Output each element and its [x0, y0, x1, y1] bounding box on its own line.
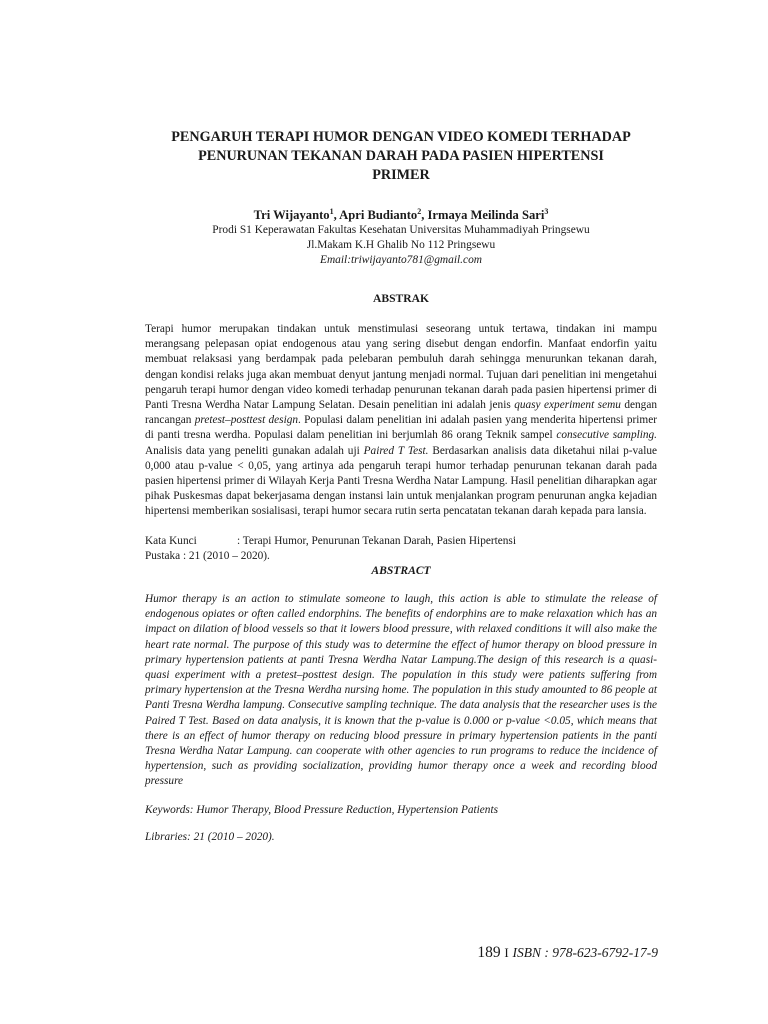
abstrak-text-run: Analisis data yang peneliti gunakan adalah uji: [145, 444, 364, 457]
page-footer: [477, 944, 658, 962]
abstract-paragraph: Humor therapy is an action to stimulate someone to laugh, this action is able to stimulate the release of endogenous opiates or often called endorphins. The benefits of endorphins are to make relaxation which has an impact on dilation of blood vessels so that it lowers blood pressure, with relaxed conditions it will also make the heart rate normal. The purpose of this study was to determine the effect of humor therapy on blood pressure in primary hypertension patients at panti Tresna Werdha Natar Lampung.The design of this research is a quasi-quasi experiment with a pretest–posttest design. The population in this study were patients suffering from primary hypertension at the Tresna Werdha nursing home. The population in this study amounted to 86 people at Panti Tresna Werdha lampung. Consecutive sampling technique. The data analysis that the researcher uses is the Paired T Test. Based on data analysis, it is known that the p-value is 0.000 or p-value <0.05, which means that there is an effect of humor therapy on reducing blood pressure in primary hypertension patients in the panti Tresna Werdha Natar Lampung. can cooperate with other agencies to run programs to reduce the incidence of hypertension, such as providing socialization, providing humor therapy once a week and recording blood pressure: [145, 593, 657, 788]
author-affiliation-mark: 1: [329, 206, 334, 216]
abstrak-text-run: Berdasarkan analisis data diketahui nilai p-value 0,000 atau p-value < 0,05, yang artinya ada pengaruh terapi humor terhadap penurunan tekanan darah pada pasien hipertensi primer di Wilayah Kerja Panti Tresna Werdha Natar Lampung. Hasil penelitian diharapkan agar pihak Puskesmas dapat bekerjasama dengan instansi lain untuk menjalankan program penurunan angka kejadian hipertensi memberikan sosialisasi, terapi humor secara rutin serta pencatatan tekanan darah kepada para lansia.: [145, 444, 657, 518]
author-affiliation-mark: 2: [417, 206, 422, 216]
title-line: PENURUNAN TEKANAN DARAH PADA PASIEN HIPERTENSI: [198, 148, 604, 164]
paper-page: [145, 128, 657, 845]
title-line: PENGARUH TERAPI HUMOR DENGAN VIDEO KOMEDI TERHADAP: [171, 129, 631, 145]
isbn-text: ISBN : 978-623-6792-17-9: [512, 945, 658, 960]
keywords-line: Keywords: Humor Therapy, Blood Pressure Reduction, Hypertension Patients: [145, 803, 498, 816]
kata-kunci-label: Kata Kunci: [145, 534, 197, 547]
affiliation-address: Jl.Makam K.H Ghalib No 112 Pringsewu: [306, 239, 496, 251]
footer-separator: I: [504, 945, 509, 960]
pustaka-row: Pustaka : 21 (2010 – 2020).: [145, 549, 270, 562]
page-number: 189: [477, 944, 501, 961]
affiliation-institution: Prodi S1 Keperawatan Fakultas Kesehatan Universitas Muhammadiyah Pringsewu: [212, 224, 590, 236]
author-affiliation-mark: 3: [544, 206, 549, 216]
abstrak-italic-term: quasy experiment semu: [514, 399, 621, 412]
author-email: Email:triwijayanto781@gmail.com: [319, 254, 483, 266]
author-name: Irmaya Meilinda Sari: [427, 208, 545, 222]
abstrak-text-run: Terapi humor merupakan tindakan untuk menstimulasi seseorang untuk tertawa, tindakan ini mampu merangsang pelepasan opiat endogenous atau yang sering disebut dengan endorfin. Manfaat endorfin yaitu membuat relaksasi yang berdampak pada pelebaran pembuluh darah sehingga menurunkan tekanan darah, dengan kondisi relaks juga akan membuat denyut jantung menjadi normal. Tujuan dari penelitian ini mengetahui pengaruh terapi humor dengan video komedi terhadap penurunan tekanan darah pada pasien hipertensi primer di Panti Tresna Werdha Natar Lampung Selatan. Desain penelitian ini adalah jenis: [145, 323, 657, 412]
kata-kunci-row: [145, 534, 657, 549]
abstrak-paragraph: [145, 322, 657, 520]
author-separator: ,: [333, 208, 340, 222]
abstrak-italic-term: pretest–posttest design: [194, 414, 299, 427]
libraries-line: Libraries: 21 (2010 – 2020).: [145, 830, 275, 843]
abstrak-italic-term: Paired T Test.: [363, 444, 429, 457]
title-line: PRIMER: [372, 167, 430, 183]
abstrak-italic-term: consecutive sampling.: [556, 429, 658, 442]
author-separator: ,: [421, 208, 428, 222]
affiliation-block: [145, 223, 657, 268]
author-list: [145, 207, 657, 223]
author-name: Apri Budianto: [339, 208, 418, 222]
abstract-heading: ABSTRACT: [371, 564, 431, 578]
abstrak-heading: ABSTRAK: [372, 292, 430, 305]
abstrak-text-run: . Populasi dalam penelitian ini adalah pasien yang menderita hipertensi primer di panti tresna werdha. Populasi dalam penelitian ini berjumlah 86 orang Teknik sampel: [145, 414, 657, 442]
abstrak-text-run: dengan rancangan: [145, 399, 657, 427]
kata-kunci-value: : Terapi Humor, Penurunan Tekanan Darah, Pasien Hipertensi: [237, 534, 516, 547]
paper-title: [145, 128, 657, 185]
author-name: Tri Wijayanto: [253, 208, 330, 222]
